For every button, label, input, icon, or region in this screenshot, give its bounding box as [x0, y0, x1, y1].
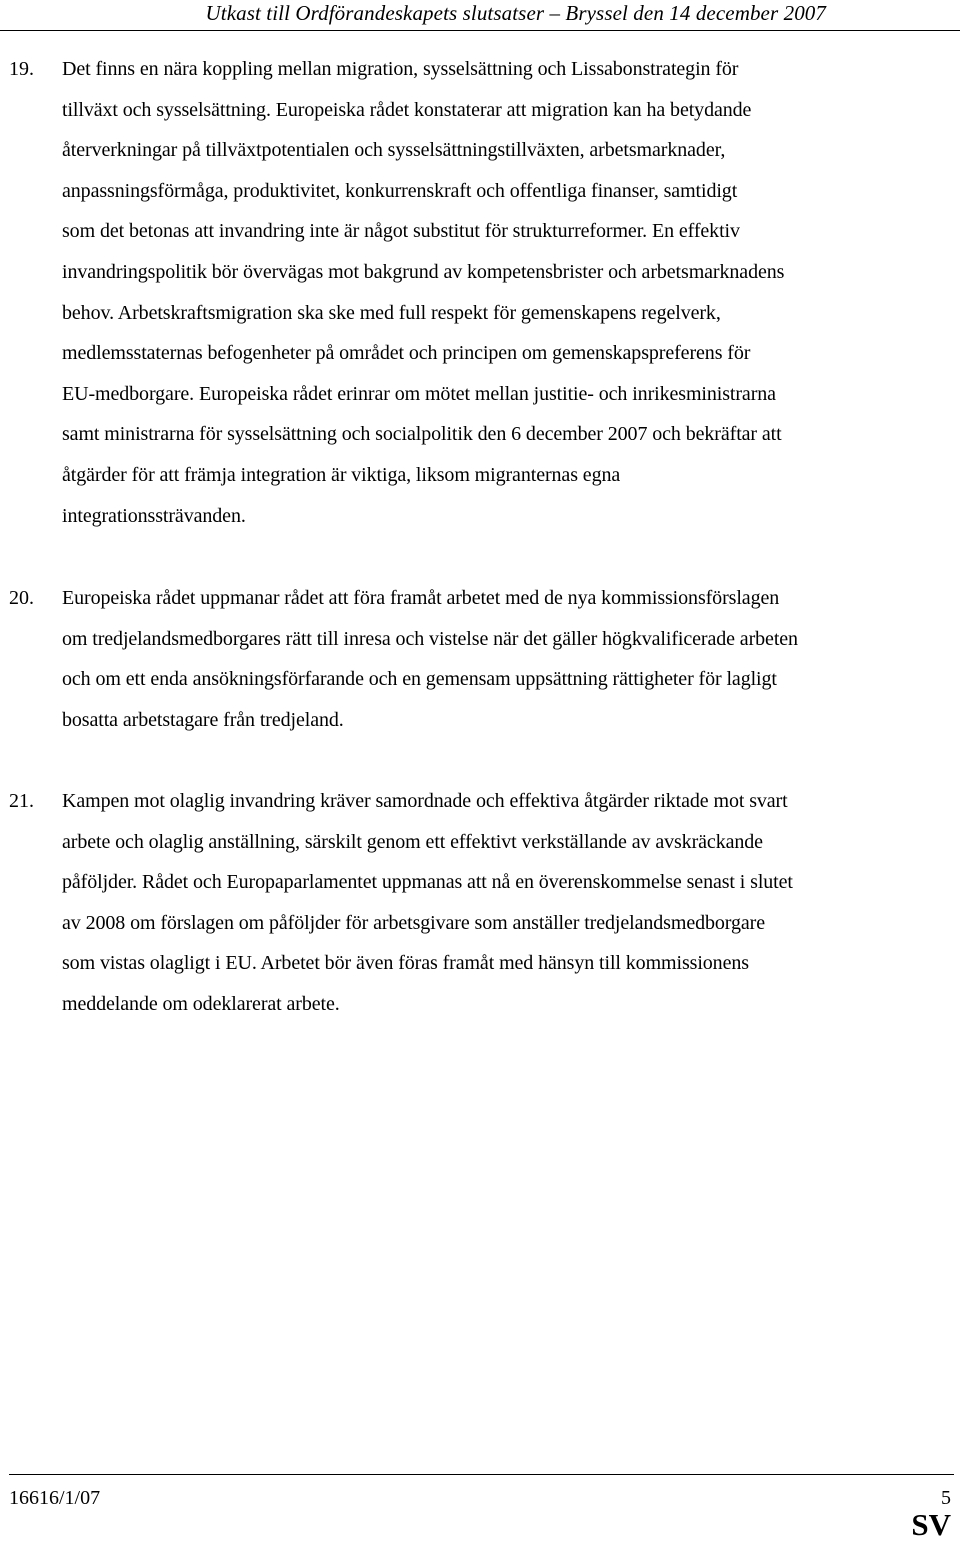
text-line: behov. Arbetskraftsmigration ska ske med full respekt för gemenskapens regelverk, [62, 301, 721, 324]
text-line: integrationssträvanden. [62, 504, 246, 527]
text-line: påföljder. Rådet och Europaparlamentet uppmanas att nå en överenskommelse senast i slutet [62, 871, 793, 894]
text-line: Kampen mot olaglig invandring kräver samordnade och effektiva åtgärder riktade mot svart [62, 790, 788, 812]
text-line: om tredjelandsmedborgares rätt till inresa och vistelse när det gäller högkvalificerade arbeten [62, 627, 798, 650]
text-line: Det finns en nära koppling mellan migration, sysselsättning och Lissabonstrategin för [62, 58, 739, 80]
paragraph-number: 19. [9, 58, 34, 80]
text-line: tillväxt och sysselsättning. Europeiska rådet konstaterar att migration kan ha betydande [62, 98, 752, 121]
page-footer [0, 1474, 960, 1542]
paragraph-body [62, 781, 946, 1025]
page-number: 5 [941, 1487, 951, 1509]
language-code: SV [911, 1507, 951, 1542]
text-line: samt ministrarna för sysselsättning och socialpolitik den 6 december 2007 och bekräftar att [62, 423, 782, 446]
text-line: och om ett enda ansökningsförfarande och en gemensam uppsättning rättigheter för lagligt [62, 668, 777, 691]
text-line: återverkningar på tillväxtpotentialen och sysselsättningstillväxten, arbetsmarknader, [62, 139, 726, 162]
text-line: anpassningsförmåga, produktivitet, konkurrenskraft och offentliga finanser, samtidigt [62, 179, 738, 202]
paragraph-number: 21. [9, 790, 34, 812]
document-number: 16616/1/07 [9, 1487, 101, 1509]
footer-rule [9, 1474, 954, 1475]
text-line: EU-medborgare. Europeiska rådet erinrar om mötet mellan justitie- och inrikesministrarna [62, 382, 776, 405]
paragraph-number: 20. [9, 587, 34, 609]
text-line: invandringspolitik bör övervägas mot bakgrund av kompetensbrister och arbetsmarknadens [62, 260, 785, 283]
text-line: som det betonas att invandring inte är något substitut för strukturreformer. En effektiv [62, 220, 740, 243]
header-title: Utkast till Ordförandeskapets slutsatser – Bryssel den 14 december 2007 [205, 1, 826, 25]
text-line: bosatta arbetstagare från tredjeland. [62, 708, 344, 731]
text-line: som vistas olagligt i EU. Arbetet bör även föras framåt med hänsyn till kommissionens [62, 952, 749, 975]
header-rule [0, 30, 960, 31]
text-line: Europeiska rådet uppmanar rådet att föra framåt arbetet med de nya kommissionsförslagen [62, 587, 780, 609]
text-line: åtgärder för att främja integration är viktiga, liksom migranternas egna [62, 463, 621, 486]
text-line: meddelande om odeklarerat arbete. [62, 992, 340, 1015]
page-header [0, 0, 960, 30]
text-line: av 2008 om förslagen om påföljder för arbetsgivare som anställer tredjelandsmedborgare [62, 911, 766, 934]
paragraph-body [62, 49, 946, 536]
paragraph-body [62, 578, 946, 740]
text-line: arbete och olaglig anställning, särskilt genom ett effektivt verkställande av avskräckande [62, 830, 763, 853]
text-line: medlemsstaternas befogenheter på området och principen om gemenskapspreferens för [62, 342, 751, 365]
